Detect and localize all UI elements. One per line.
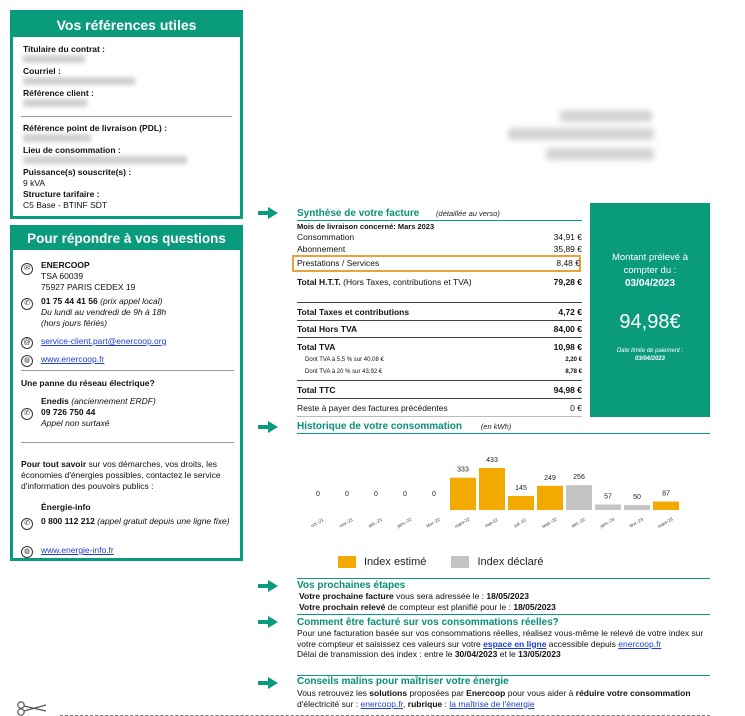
table-row: Total TVA 10,98 € [297,342,582,352]
divider [21,116,232,117]
divider [297,337,582,338]
chart-data-label-12: 87 [662,490,670,498]
questions-box [10,225,243,561]
synthese-title: Synthèse de votre facture (détaillée au verso) [297,208,500,219]
savoir-section [21,459,234,492]
references-title: Vos références utiles [13,13,240,37]
espace-en-ligne-link[interactable]: espace en ligne [483,638,547,649]
chart-tick-label-4: févr.-22 [425,516,442,529]
chart-data-label-3: 0 [403,491,407,498]
structure-label: Structure tarifaire : [23,189,100,199]
amount-panel [590,203,710,417]
pdl-label: Référence point de livraison (PDL) : [23,123,168,133]
historique-title: Historique de votre consommation (en kWh) [297,421,512,432]
phone-number[interactable]: 01 75 44 41 56 [41,296,98,306]
enedis-phone[interactable]: 09 726 750 44 [41,407,96,417]
maitrise-energie-link[interactable]: la maîtrise de l'énergie [449,698,535,709]
chart-bar-5 [450,478,476,510]
company-name: ENERCOOP [41,260,90,270]
chart-data-label-2: 0 [374,491,378,498]
savoir-bold: Pour tout savoir [21,459,87,469]
ref-client-label: Référence client : [23,88,94,98]
globe-icon: ◍ [21,546,33,558]
hours-line1: Du lundi au vendredi de 9h à 18h [41,307,167,317]
section-rule [297,614,710,615]
chart-tick-label-10: janv.-23 [599,516,616,529]
divider [297,302,582,303]
phone-note: (prix appel local) [100,296,163,306]
consumption-chart [297,440,717,550]
globe-icon: ◍ [21,355,33,367]
conseils-title: Conseils malins pour maîtriser votre énergie [297,676,509,687]
legend-swatch-declare [451,556,469,568]
ei-note: (appel gratuit depuis une ligne fixe) [97,516,230,526]
website-contact [21,354,234,365]
lieu-value-redacted [23,156,187,164]
table-row: Abonnement 35,89 € [297,244,582,254]
enercoop-contact [21,260,234,293]
divider [297,320,582,321]
scissors-icon [16,700,48,716]
questions-title: Pour répondre à vos questions [13,228,240,250]
website-link[interactable]: www.enercoop.fr [41,354,105,364]
courriel-label: Courriel : [23,66,61,76]
chart-bar-9 [566,485,592,510]
phone-icon: ✆ [21,408,33,420]
table-row: Total Hors TVA 84,00 € [297,324,582,334]
chart-bar-12 [653,502,679,510]
table-row: Total TTC 94,98 € [297,385,582,395]
chart-tick-label-1: nov.-21 [338,516,354,529]
chart-tick-label-6: mai-22 [484,517,499,529]
address-line1: TSA 60039 [41,271,84,281]
lieu-label: Lieu de consommation : [23,145,121,155]
month-label: Mois de livraison concerné: Mars 2023 [297,222,435,231]
address-redacted-1 [560,110,652,122]
enedis-note: (anciennement ERDF) [71,396,156,406]
chart-data-label-6: 433 [486,457,498,464]
section-rule [297,675,710,676]
section-arrow-icon [268,677,278,689]
chart-tick-label-7: juil.-22 [513,517,528,529]
chart-tick-label-2: déc.-21 [367,516,384,529]
section-arrow-icon [268,207,278,219]
energie-info-name: Énergie-info [41,502,91,512]
limit-label: Date limite de paiement : [616,348,684,354]
facture-reelle-text: Pour une facturation basée sur vos consommations réelles, réalisez vous-même le relevé de votre index sur votre compteur et saisissez ces valeurs sur votre espace en ligne accessible depuis enercoop.fr Délai de transmission des index : entre le 30/04/2023 et le 13/05/2023 [297,628,704,660]
phone-icon: ✆ [21,298,33,310]
chart-data-label-9: 256 [573,474,585,482]
enercoop-link[interactable]: enercoop.fr [360,698,404,709]
facture-reelle-title: Comment être facturé sur vos consommations réelles? [297,617,559,628]
table-row: Consommation 34,91 € [297,232,582,242]
section-arrow-icon [268,421,278,433]
amount-date: 03/04/2023 [624,278,676,289]
section-rule [297,220,582,221]
legend-swatch-estime [338,556,356,568]
enedis-phone-note: Appel non surtaxé [41,418,110,428]
table-row: Total Taxes et contributions 4,72 € [297,307,582,317]
panne-title: Une panne du réseau électrique? [21,378,155,388]
panne-section [21,378,234,389]
pdl-value-redacted [23,134,91,142]
month-row [297,222,582,231]
energie-info-section [21,502,234,513]
etapes-title: Vos prochaines étapes [297,580,406,591]
puissance-value: 9 kVA [23,178,46,188]
chart-legend [338,556,543,568]
chart-data-label-0: 0 [316,491,320,498]
chart-data-label-8: 249 [544,474,556,482]
chart-tick-label-11: févr.-23 [628,516,645,529]
chart-tick-label-3: janv.-22 [396,516,413,529]
enercoop-link[interactable]: enercoop.fr [618,638,662,649]
chart-data-label-11: 50 [633,494,641,502]
address-redacted-2 [508,128,654,140]
enedis-contact [21,396,234,429]
table-row-sub: Dont TVA à 5,5 % sur 40,08 € 2,20 € [305,357,582,363]
conseils-text: Vous retrouvez les solutions proposées par Enercoop pour vous aider à réduire votre consommation d'électricité sur : enercoop.fr, rubrique : la maîtrise de l'énergie [297,688,691,709]
chart-bar-8 [537,486,563,510]
chart-data-label-10: 57 [604,493,612,501]
amount-value: 94,98€ [619,311,681,333]
chart-data-label-7: 145 [515,484,527,492]
synthese-note: (détaillée au verso) [436,209,500,218]
chart-data-label-1: 0 [345,491,349,498]
address-line2: 75927 PARIS CEDEX 19 [41,282,136,292]
energie-info-web-block [21,545,234,556]
ei-website-link[interactable]: www.energie-info.fr [41,545,114,555]
references-box [10,10,243,219]
table-row-sub: Dont TVA à 20 % sur 43,92 € 8,78 € [305,369,582,375]
section-arrow-icon [268,580,278,592]
at-icon: @ [21,337,33,349]
chart-tick-label-5: mars-22 [453,516,471,529]
section-arrow-icon [268,616,278,628]
ei-phone[interactable]: 0 800 112 212 [41,516,95,526]
etapes-text: Votre prochaine facture vous sera adressée le : 18/05/2023 Votre prochain relevé de compteur est planifié pour le : 18/05/2023 [299,591,556,612]
chart-tick-label-12: mars-23 [656,516,674,529]
ref-client-value-redacted [23,99,87,107]
email-contact [21,336,234,347]
courriel-value-redacted [23,77,135,85]
chart-data-label-4: 0 [432,491,436,498]
chart-bar-10 [595,504,621,510]
chart-bar-7 [508,496,534,510]
chart-tick-label-9: déc.-22 [570,516,587,529]
hours-line2: (hors jours fériés) [41,318,108,328]
legend-label-estime: Index estimé [364,556,427,568]
chart-tick-label-0: oct.-21 [310,517,325,529]
divider [297,380,582,381]
titulaire-value-redacted [23,55,85,63]
divider [21,370,234,371]
energie-info-phone-block [21,516,234,527]
limit-date: 03/04/2023 [634,356,666,362]
address-redacted-3 [546,148,654,160]
chart-bar-11 [624,505,650,510]
puissance-label: Puissance(s) souscrite(s) : [23,167,132,177]
table-row: Total H.T.T. (Hors Taxes, contributions et TVA) 79,28 € [297,277,582,287]
section-rule [297,578,710,579]
legend-label-declare: Index déclaré [477,556,544,568]
mail-icon: ✉ [21,263,33,275]
table-row: Reste à payer des factures précédentes 0 € [297,403,582,413]
chart-bar-6 [479,468,505,510]
titulaire-label: Titulaire du contrat : [23,44,106,54]
phone-icon: ✆ [21,518,33,530]
chart-data-label-5: 333 [457,466,469,474]
table-row-highlight: Prestations / Services 8,48 € [297,258,580,268]
divider [21,442,234,443]
section-rule [297,433,710,434]
divider [297,416,582,417]
enedis-name: Enedis [41,396,69,406]
chart-tick-label-8: sept.-22 [540,516,558,529]
phone-contact [21,296,234,329]
structure-value: C5 Base - BTINF SDT [23,200,108,210]
divider [297,398,582,399]
historique-unit: (en kWh) [480,422,512,431]
savoir-text: sur vos démarches, vos droits, les économies d'énergies possibles, contactez le service d'information des pouvoirs publics : [21,459,221,491]
amount-label: Montant prélevé à compter du : [611,252,689,276]
email-link[interactable]: service-client.part@enercoop.org [41,336,167,346]
